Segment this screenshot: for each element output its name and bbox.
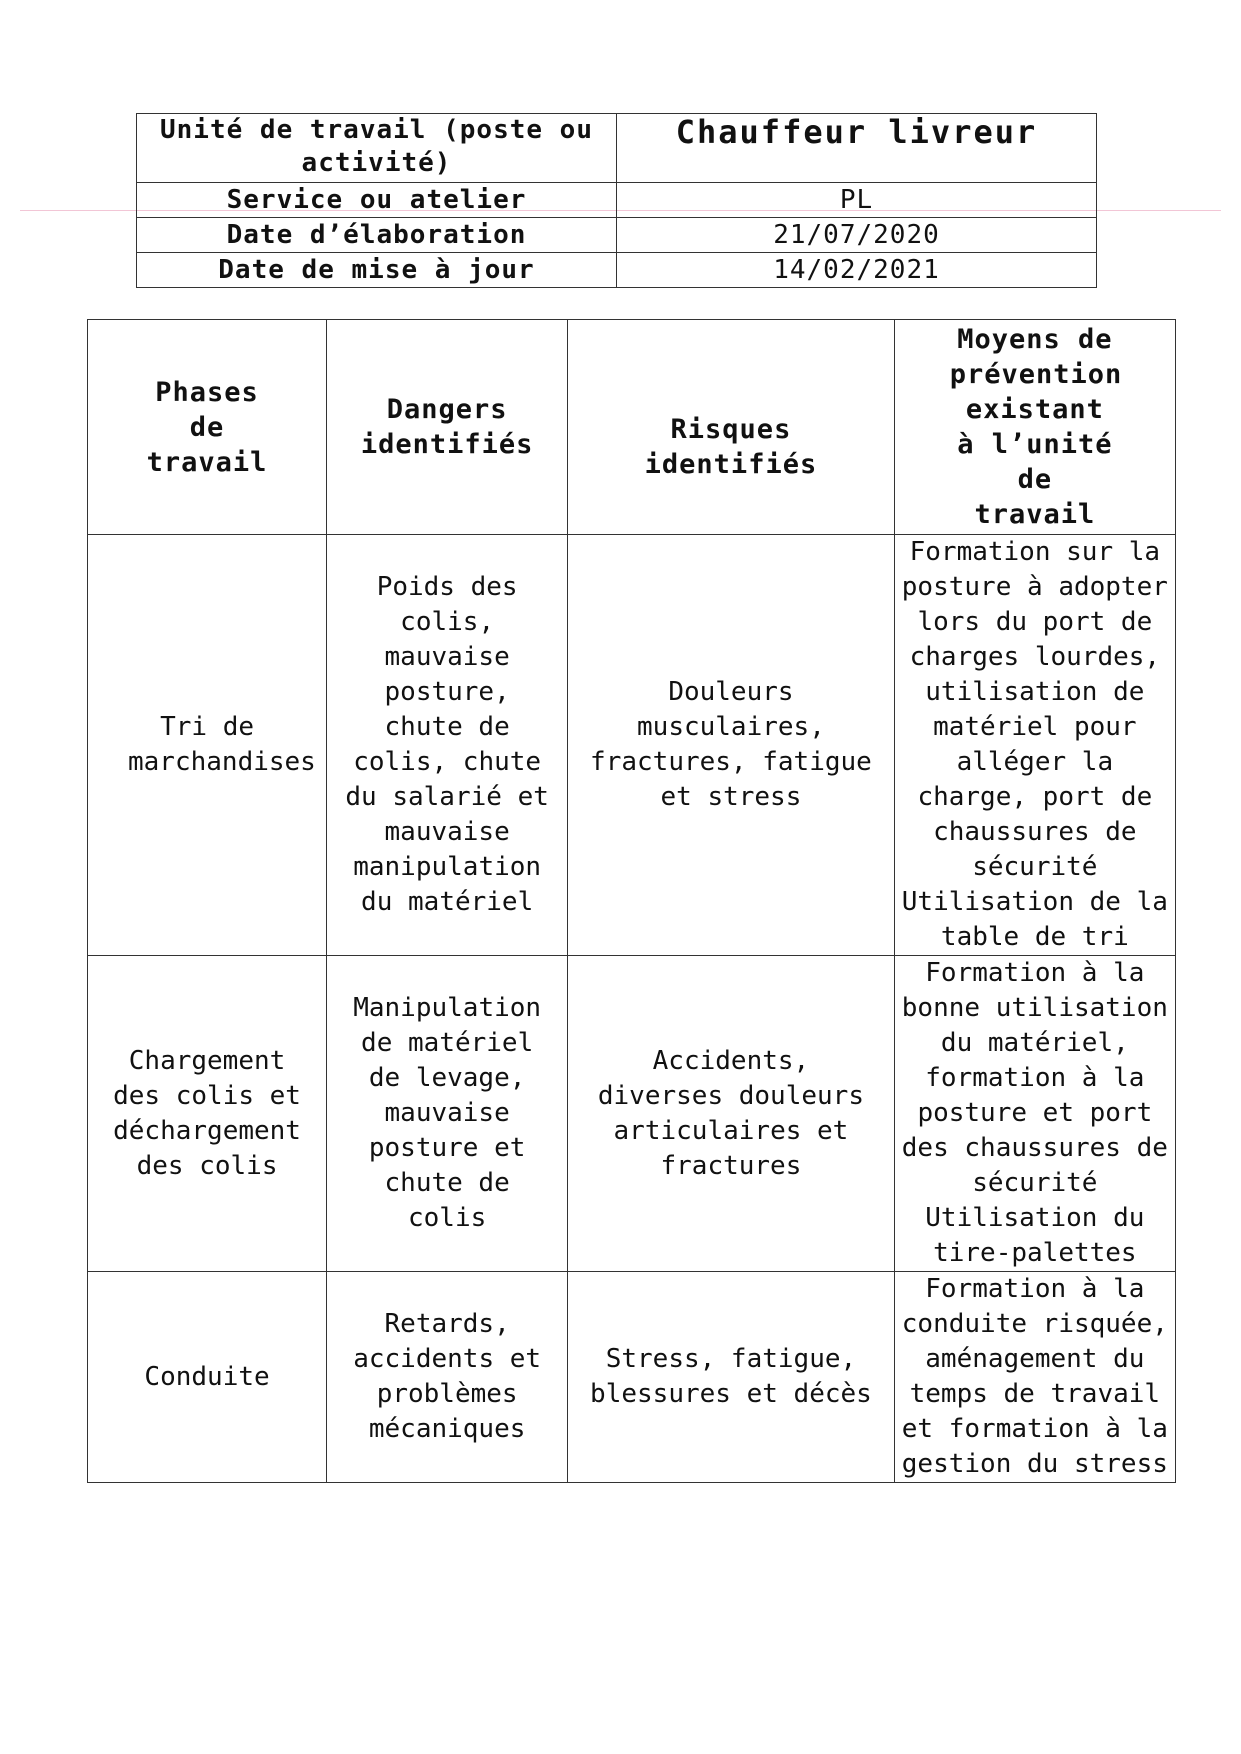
table-row: [88, 956, 1176, 1272]
header-phases: Phases de travail: [88, 320, 327, 535]
work-unit-info-table: [136, 113, 1097, 288]
created-date-value: 21/07/2020: [617, 218, 1097, 253]
table-row: [88, 535, 1176, 956]
prevention-extra-text: Utilisation du tire-palettes: [925, 1203, 1145, 1268]
risques-cell: Accidents, diverses douleurs articulaires et fractures: [568, 956, 895, 1272]
unit-value: Chauffeur livreur: [617, 114, 1097, 183]
risques-cell: Stress, fatigue, blessures et décès: [568, 1272, 895, 1483]
created-date-label: Date d’élaboration: [137, 218, 617, 253]
dangers-cell: Poids des colis, mauvaise posture, chute de colis, chute du salarié et mauvaise manipulation du matériel: [327, 535, 568, 956]
updated-date-value: 14/02/2021: [617, 253, 1097, 288]
service-value: PL: [617, 183, 1097, 218]
table-header-row: [88, 320, 1176, 535]
prevention-cell: [894, 956, 1175, 1272]
prevention-cell: [894, 1272, 1175, 1483]
info-row-updated: [137, 253, 1097, 288]
phase-cell: Chargement des colis et déchargement des colis: [88, 956, 327, 1272]
dangers-cell: Manipulation de matériel de levage, mauvaise posture et chute de colis: [327, 956, 568, 1272]
unit-label: Unité de travail (poste ou activité): [137, 114, 617, 183]
prevention-cell: [894, 535, 1175, 956]
info-row-unit: [137, 114, 1097, 183]
prevention-text: Formation à la bonne utilisation du matériel, formation à la posture et port des chaussures de sécurité: [901, 958, 1168, 1198]
phase-cell: Tri de marchandises: [88, 535, 327, 956]
header-dangers: Dangers identifiés: [327, 320, 568, 535]
service-label: Service ou atelier: [137, 183, 617, 218]
prevention-text: Formation à la conduite risquée, aménagement du temps de travail et formation à la gestion du stress: [901, 1274, 1168, 1479]
risques-cell: Douleurs musculaires, fractures, fatigue et stress: [568, 535, 895, 956]
dangers-cell: Retards, accidents et problèmes mécaniques: [327, 1272, 568, 1483]
info-row-created: [137, 218, 1097, 253]
risk-assessment-table: [87, 319, 1176, 1483]
prevention-extra-text: Utilisation de la table de tri: [901, 887, 1168, 952]
table-row: [88, 1272, 1176, 1483]
prevention-text: Formation sur la posture à adopter lors du port de charges lourdes, utilisation de matériel pour alléger la charge, port de chaussures de sécurité: [901, 537, 1168, 882]
header-prevention: Moyens de prévention existant à l’unité de travail: [894, 320, 1175, 535]
updated-date-label: Date de mise à jour: [137, 253, 617, 288]
header-risques: Risques identifiés: [568, 320, 895, 535]
phase-cell: Conduite: [88, 1272, 327, 1483]
info-row-service: [137, 183, 1097, 218]
